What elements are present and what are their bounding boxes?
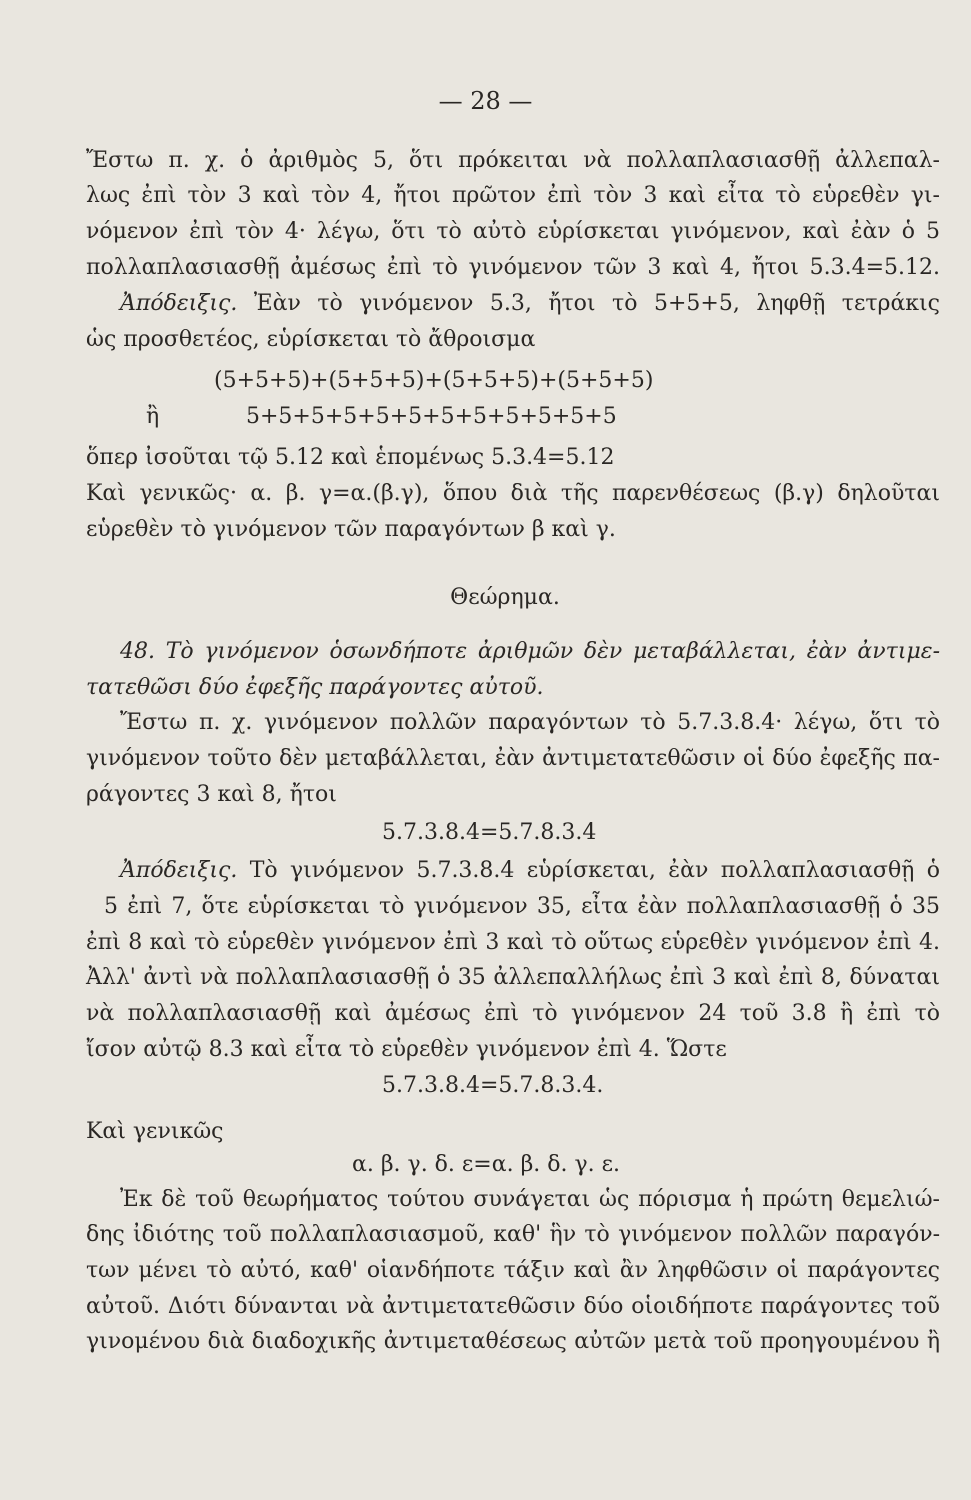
math-line: 5.7.3.8.4=5.7.8.3.4.	[382, 1073, 604, 1098]
text-line: Ἐκ δὲ τοῦ θεωρήματος τούτου συνάγεται ὡς πόρισμα ἡ πρώτη θεμελιώ-	[120, 1187, 940, 1212]
math-line: 5+5+5+5+5+5+5+5+5+5+5+5	[246, 404, 617, 429]
text-line: Ἔστω π. χ. γινόμενον πολλῶν παραγόντων τὸ 5.7.3.8.4· λέγω, ὅτι τὸ	[120, 710, 940, 735]
math-line: α. β. γ. δ. ε=α. β. δ. γ. ε.	[352, 1152, 621, 1177]
text-line: ἐπὶ 8 καὶ τὸ εὑρεθὲν γινόμενον ἐπὶ 3 καὶ τὸ οὕτως εὑρεθὲν γινόμενον ἐπὶ 4.	[86, 930, 940, 955]
text-line: λως ἐπὶ τὸν 3 καὶ τὸν 4, ἤτοι πρῶτον ἐπὶ τὸν 3 καὶ εἶτα τὸ εὑρεθὲν γι-	[86, 183, 940, 208]
math-prefix: ἢ	[146, 404, 160, 429]
text-line: δης ἰδιότης τοῦ πολλαπλασιασμοῦ, καθ' ἣν τὸ γινόμενον πολλῶν παραγόν-	[86, 1222, 940, 1247]
text-line: αὐτοῦ. Διότι δύνανται νὰ ἀντιμετατεθῶσιν δύο οἱοιδήποτε παράγοντες τοῦ	[86, 1294, 940, 1319]
text-line: νόμενον ἐπὶ τὸν 4· λέγω, ὅτι τὸ αὐτὸ εὑρίσκεται γινόμενον, καὶ ἐὰν ὁ 5	[86, 219, 940, 244]
text-line: Καὶ γενικῶς· α. β. γ=α.(β.γ), ὅπου διὰ τῆς παρενθέσεως (β.γ) δηλοῦται	[86, 481, 940, 506]
theorem-text: Τὸ γινόμενον ὁσωνδήποτε ἀριθμῶν δὲν μεταβάλλεται, ἐὰν ἀντιμε-	[165, 639, 940, 664]
proof-line	[120, 289, 940, 319]
text-line: ὅπερ ἰσοῦται τῷ 5.12 καὶ ἑπομένως 5.3.4=5.12	[86, 445, 615, 470]
proof-label: Ἀπόδειξις.	[120, 858, 238, 883]
page-number: — 28 —	[438, 87, 533, 115]
text-line: νὰ πολλαπλασιασθῇ καὶ ἀμέσως ἐπὶ τὸ γινόμενον 24 τοῦ 3.8 ἢ ἐπὶ τὸ	[86, 1001, 940, 1026]
theorem-line	[120, 637, 940, 667]
text-line: Ἔστω π. χ. ὁ ἀριθμὸς 5, ὅτι πρόκειται νὰ πολλαπλασιασθῇ ἀλλεπαλ-	[86, 148, 940, 173]
text-line: πολλαπλασιασθῇ ἀμέσως ἐπὶ τὸ γινόμενον τῶν 3 καὶ 4, ἤτοι 5.3.4=5.12.	[86, 255, 940, 280]
text-line: Καὶ γενικῶς	[86, 1119, 224, 1144]
text-line: εὑρεθὲν τὸ γινόμενον τῶν παραγόντων β καὶ γ.	[86, 517, 616, 542]
proof-line	[120, 856, 940, 886]
text-line: των μένει τὸ αὐτό, καθ' οἱανδήποτε τάξιν καὶ ἂν ληφθῶσιν οἱ παράγοντες	[86, 1258, 940, 1283]
math-line: (5+5+5)+(5+5+5)+(5+5+5)+(5+5+5)	[214, 368, 654, 393]
section-heading: Θεώρημα.	[450, 585, 560, 610]
theorem-number: 48.	[120, 639, 155, 664]
text-line: ἴσον αὐτῷ 8.3 καὶ εἶτα τὸ εὑρεθὲν γινόμενον ἐπὶ 4. Ὥστε	[86, 1037, 727, 1062]
text-line: ὡς προσθετέος, εὑρίσκεται τὸ ἄθροισμα	[86, 327, 536, 352]
theorem-line: τατεθῶσι δύο ἐφεξῆς παράγοντες αὐτοῦ.	[86, 675, 544, 700]
text-line: Ἀλλ' ἀντὶ νὰ πολλαπλασιασθῇ ὁ 35 ἀλλεπαλλήλως ἐπὶ 3 καὶ ἐπὶ 8, δύναται	[86, 965, 940, 990]
text-line: γινόμενον τοῦτο δὲν μεταβάλλεται, ἐὰν ἀντιμετατεθῶσιν οἱ δύο ἐφεξῆς πα-	[86, 746, 940, 771]
text-line: ράγοντες 3 καὶ 8, ἤτοι	[86, 782, 337, 807]
proof-text: Τὸ γινόμενον 5.7.3.8.4 εὑρίσκεται, ἐὰν πολλαπλασιασθῇ ὁ	[249, 858, 940, 883]
text-line: γινομένου διὰ διαδοχικῆς ἀντιμεταθέσεως αὐτῶν μετὰ τοῦ προηγουμένου ἢ	[86, 1329, 940, 1354]
math-line: 5.7.3.8.4=5.7.8.3.4	[382, 820, 597, 845]
text-line: 5 ἐπὶ 7, ὅτε εὑρίσκεται τὸ γινόμενον 35, εἶτα ἐὰν πολλαπλασιασθῇ ὁ 35	[104, 894, 940, 919]
proof-text: Ἐὰν τὸ γινόμενον 5.3, ἤτοι τὸ 5+5+5, ληφθῇ τετράκις	[253, 291, 941, 316]
proof-label: Ἀπόδειξις.	[120, 291, 238, 316]
